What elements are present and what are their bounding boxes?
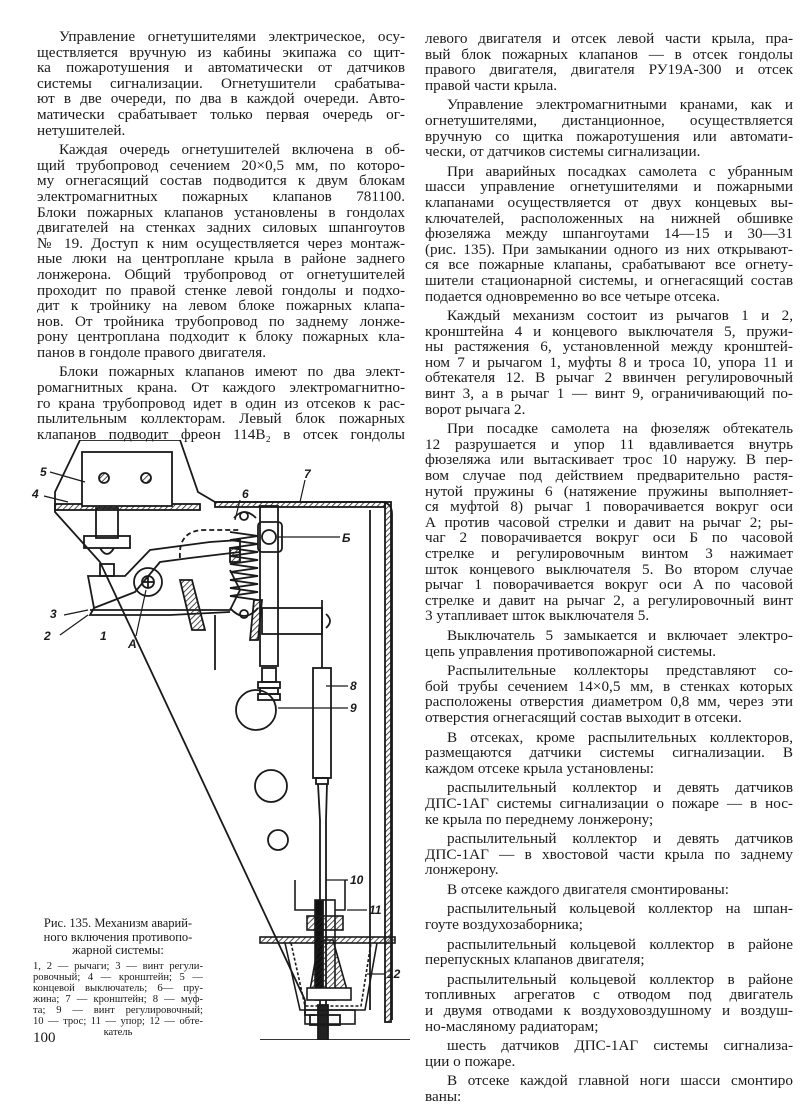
paragraph-spray-collectors bbox=[425, 663, 793, 725]
text-line: клапанов подводит фреон 114B₂ в отсек гондолы bbox=[37, 425, 405, 443]
text-line: чески, от датчиков системы сигнализации. bbox=[425, 143, 701, 161]
text-line: лонжерону. bbox=[425, 861, 499, 879]
text-line: нутой пружины 6 (натяжение пружины выполняет- bbox=[425, 482, 793, 500]
text-line: стрелке и давит на рычаг 2, а регулировочный винт bbox=[425, 591, 793, 609]
label-7: 7 bbox=[304, 467, 311, 481]
text-line: рону центроплана подходит к блоку пожарных кла- bbox=[37, 328, 405, 346]
text-line: правого двигателя, двигателя РУ19А-300 и отсек bbox=[425, 61, 793, 79]
text-line: топливных агрегатов с отводом под двигатель bbox=[425, 986, 793, 1004]
text-line: В отсеке каждого двигателя смонтированы: bbox=[447, 880, 729, 898]
text-line: ваны: bbox=[425, 1088, 462, 1105]
label-8: 8 bbox=[350, 679, 357, 693]
text-line: щий трубопровод сечением 20×0,5 мм, по которо- bbox=[37, 156, 405, 174]
text-line: Каждый механизм состоит из рычагов 1 и 2, bbox=[447, 307, 793, 325]
text-line: ромагнитных крана. От каждого электромагнитно- bbox=[37, 379, 405, 397]
text-line: размещаются датчики системы сигнализации. В bbox=[425, 744, 793, 762]
right-text-column bbox=[425, 31, 793, 1109]
text-line: ся муфтой 8) рычаг 1 поворачивается вокруг оси bbox=[425, 498, 793, 516]
text-line: Блоки пожарных клапанов имеют по два элект- bbox=[59, 363, 405, 381]
text-line: ДПС-1АГ системы сигнализации о пожаре — в нос- bbox=[425, 794, 793, 812]
text-line: распылительный кольцевой коллектор на шпан- bbox=[447, 900, 793, 918]
label-1: 1 bbox=[100, 629, 107, 643]
paragraph-pipeline bbox=[37, 142, 405, 360]
text-line: левого двигателя и отсек левой части крыла, пра- bbox=[425, 30, 793, 47]
text-line: бой трубы сечением 14×0,5 мм, в стенках которых bbox=[425, 677, 793, 695]
text-line: Выключатель 5 замыкается и включает электро- bbox=[447, 626, 793, 644]
text-line: чаг 2 поворачивается вокруг оси Б по часовой bbox=[425, 529, 793, 547]
text-line: (рис. 135). При замыкании одного из них открывают- bbox=[425, 240, 793, 258]
text-line: ны растяжения 6, установленной между кронштей- bbox=[425, 338, 793, 356]
paragraph-compartments bbox=[425, 730, 793, 777]
label-4: 4 bbox=[32, 487, 39, 501]
text-line: дит к тройнику на левом блоке пожарных клапа- bbox=[37, 297, 405, 315]
text-line: В отсеках, кроме распылительных коллекторов, bbox=[447, 728, 793, 746]
text-line: № 19. Доступ к ним осуществляется через монтаж- bbox=[37, 234, 405, 252]
fairing-drawing bbox=[255, 880, 415, 1030]
text-line: При посадке самолета на фюзеляж обтекатель bbox=[447, 420, 793, 438]
list-item bbox=[425, 831, 793, 878]
text-line: и двумя отводами к воздуховоздушному и воздуш- bbox=[425, 1002, 793, 1020]
text-line: Управление электромагнитными кранами, как и bbox=[447, 96, 793, 114]
paragraph-valve-control bbox=[425, 97, 793, 159]
text-line: двигателей на стенках задних силовых шпангоутов bbox=[37, 219, 405, 237]
page-number: 100 bbox=[33, 1030, 56, 1046]
text-line: 12 разрушается и упор 11 вдавливается внутрь bbox=[425, 435, 793, 453]
left-text-column bbox=[37, 29, 405, 446]
text-line: нов. От тройника трубопровод по заднему лонже- bbox=[37, 312, 405, 330]
label-a-axis: А bbox=[128, 637, 137, 651]
text-line: В отсеке каждой главной ноги шасси смонтиро bbox=[447, 1072, 793, 1090]
text-line: расположены отверстия диаметром 0,8 мм, через эти bbox=[425, 693, 793, 711]
text-line: но-масляному радиаторам; bbox=[425, 1017, 599, 1035]
caption-line: ного включения противопо- bbox=[43, 929, 193, 944]
text-line: ворот рычага 2. bbox=[425, 400, 526, 418]
text-line: го крана трубопровод идет в один из отсеков к рас- bbox=[37, 394, 405, 412]
paragraph-continued bbox=[425, 31, 793, 93]
label-6: 6 bbox=[242, 487, 249, 501]
text-line: Каждая очередь огнетушителей включена в об- bbox=[59, 141, 405, 159]
text-line: ют в две очереди, по два в каждой очереди. Авто- bbox=[37, 90, 405, 108]
text-line: клапанами осуществляется от двух концевых вы- bbox=[425, 193, 793, 211]
text-line: огнетушителями, дистанционное, осуществляется bbox=[425, 111, 793, 129]
text-line: му огнегасящий состав подводится к двум блокам bbox=[37, 172, 405, 190]
text-line: Распылительные коллекторы представляют со- bbox=[447, 662, 793, 680]
text-line: стрелке и регулировочным винтом 3 нажимает bbox=[425, 545, 793, 562]
text-line: электромагнитных пожарных клапанов 781100. bbox=[37, 187, 405, 205]
caption-line: Рис. 135. Механизм аварий- bbox=[43, 916, 193, 930]
text-line: вый блок пожарных клапанов — в отсек гондолы bbox=[425, 45, 793, 63]
text-line: отверстия огнегасящий состав выходит в отсеки. bbox=[425, 708, 742, 726]
list-item bbox=[425, 1038, 793, 1069]
text-line: проходит по правой стенке левой гондолы и подхо- bbox=[37, 281, 405, 299]
text-line: ДПС-1АГ — в хвостовой части крыла по заднему bbox=[425, 845, 793, 863]
figure-caption bbox=[33, 917, 203, 1038]
legend-line: катель bbox=[103, 1026, 133, 1038]
text-line: фюзеляжа или вытаскивает трос 10 наружу. В пер- bbox=[425, 451, 793, 469]
text-line: А против часовой стрелки и давит на рычаг 2; ры- bbox=[425, 513, 793, 531]
text-line: Блоки пожарных клапанов установлены в гондолах bbox=[37, 203, 405, 221]
list-item bbox=[425, 937, 793, 968]
text-line: вручную со щитка пожаротушения или автомати- bbox=[425, 127, 793, 145]
text-line: гоуте воздухозаборника; bbox=[425, 916, 583, 934]
list-item bbox=[425, 972, 793, 1034]
text-line: вом случае под действием предварительно растя- bbox=[425, 467, 793, 485]
text-line: шток концевого выключателя 5. Во втором случае bbox=[425, 560, 793, 578]
text-line: нетушителей. bbox=[37, 121, 126, 139]
text-line: кронштейна 4 и концевого выключателя 5, пружи- bbox=[425, 322, 793, 340]
text-line: ном 7 и рычагом 1, муфты 8 и троса 10, упора 11 и bbox=[425, 353, 793, 371]
text-line: перепускных клапанов двигателя; bbox=[425, 951, 645, 969]
legend-line: ровочный; 4 — кронштейн; 5 — bbox=[33, 971, 203, 983]
text-line: распылительный коллектор и девять датчиков bbox=[447, 779, 793, 797]
paragraph-switch bbox=[425, 628, 793, 659]
text-line: Управление огнетушителями электрическое, осу- bbox=[59, 28, 405, 45]
text-line: шасси управление огнетушителями и пожарными bbox=[425, 178, 793, 196]
text-line: панов в гондоле правого двигателя. bbox=[37, 343, 267, 361]
text-line: ке крыла по переднему лонжерону; bbox=[425, 810, 654, 828]
list-item bbox=[425, 901, 793, 932]
paragraph-valve-blocks bbox=[37, 364, 405, 442]
text-line: системы сигнализации. Огнетушители срабатыва- bbox=[37, 74, 405, 92]
text-line: распылительный кольцевой коллектор в районе bbox=[447, 935, 793, 953]
text-line: обтекателя 12. В рычаг 2 ввинчен регулировочный bbox=[425, 369, 793, 387]
text-line: пылительным коллекторам. Левый блок пожарных bbox=[37, 410, 405, 428]
text-line: фюзеляжа между шпангоутами 14—15 и 30—31 bbox=[425, 225, 793, 243]
label-5: 5 bbox=[40, 465, 47, 479]
label-2: 2 bbox=[44, 629, 51, 643]
text-line: ществляется вручную из кабины экипажа со щит- bbox=[37, 43, 405, 61]
legend-line: 10 — трос; 11 — упор; 12 — обте- bbox=[33, 1015, 203, 1027]
paragraph-extinguisher-control bbox=[37, 29, 405, 138]
text-line: шесть датчиков ДПС-1АГ системы сигнализа- bbox=[447, 1037, 793, 1055]
paragraph-mechanism-parts bbox=[425, 308, 793, 417]
text-line: При аварийных посадках самолета с убранным bbox=[447, 162, 793, 180]
text-line: подается одновременно во все четыре отсека. bbox=[425, 287, 720, 305]
text-line: винт 3, а в рычаг 1 — винт 9, ограничивающий по- bbox=[425, 385, 793, 403]
text-line: ся все пожарные клапаны, срабатывают все огнету- bbox=[425, 256, 793, 274]
text-line: распылительный коллектор и девять датчиков bbox=[447, 830, 793, 848]
paragraph-emergency-landing bbox=[425, 164, 793, 304]
label-12: 12 bbox=[387, 967, 401, 981]
label-11: 11 bbox=[369, 903, 382, 917]
caption-line: жарной системы: bbox=[72, 943, 164, 957]
legend-line: та; 9 — винт регулировочный; bbox=[33, 1004, 203, 1016]
list-item bbox=[425, 780, 793, 827]
paragraph-engine-compartment bbox=[425, 882, 793, 898]
label-9: 9 bbox=[350, 701, 357, 715]
text-line: шители стационарной системы, и огнегасящий состав bbox=[425, 271, 793, 289]
text-line: ные люки на центроплане крыла в районе заднего bbox=[37, 250, 405, 268]
text-line: лонжерона. Общий трубопровод от огнетушителей bbox=[37, 265, 405, 283]
caption-legend bbox=[33, 961, 203, 1038]
text-line: ключателей, расположенных на нижней обшивке bbox=[425, 209, 793, 227]
paragraph-mechanism-operation bbox=[425, 421, 793, 624]
text-line: ции о пожаре. bbox=[425, 1052, 516, 1070]
label-3: 3 bbox=[50, 607, 57, 621]
label-10: 10 bbox=[350, 873, 364, 887]
text-line: правой части крыла. bbox=[425, 76, 558, 94]
text-line: цепь управления противопожарной системы. bbox=[425, 642, 717, 660]
text-line: распылительный кольцевой коллектор в районе bbox=[447, 970, 793, 988]
text-line: рычаг 1 поворачивается вокруг оси А по часовой bbox=[425, 576, 793, 594]
legend-line: 1, 2 — рычаги; 3 — винт регули- bbox=[33, 960, 203, 972]
label-b-axis: Б bbox=[342, 531, 351, 545]
caption-title bbox=[33, 917, 203, 958]
text-line: каждом отсеке крыла установлены: bbox=[425, 759, 654, 777]
text-line: матически срабатывает только первая очередь ог- bbox=[37, 105, 405, 123]
paragraph-landing-gear bbox=[425, 1073, 793, 1104]
legend-line: жина; 7 — кронштейн; 8 — муф- bbox=[33, 993, 203, 1005]
text-line: ка пожаротушения и автоматически от датчиков bbox=[37, 59, 405, 77]
legend-line: концевой выключатель; 6— пру- bbox=[33, 982, 203, 994]
text-line: 3 утапливает шток выключателя 5. bbox=[425, 607, 650, 625]
